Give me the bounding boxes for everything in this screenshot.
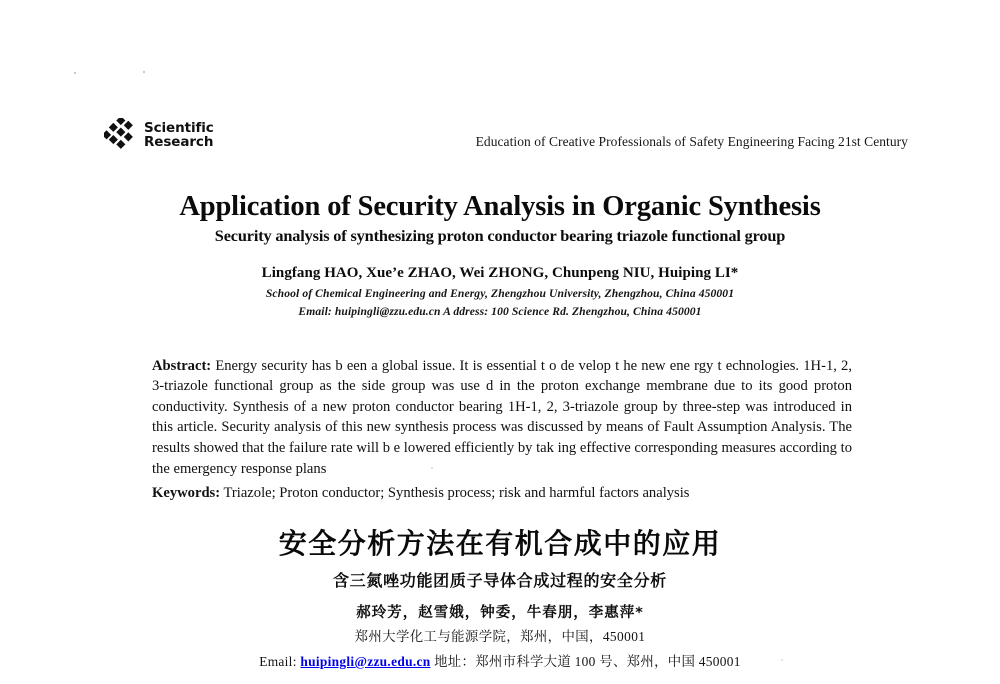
author-names: Lingfang HAO, Xue’e ZHAO, Wei ZHONG, Chunpeng NIU, Huiping LI* — [261, 265, 739, 281]
chinese-contact — [0, 651, 1000, 670]
running-head: Education of Creative Professionals of Safety Engineering Facing 21st Century — [475, 134, 908, 149]
publisher-name — [144, 121, 214, 150]
keywords-body: Triazole; Proton conductor; Synthesis process; risk and harmful factors analysis — [223, 484, 690, 501]
author-contact: Email: huipingli@zzu.edu.cn A ddress: 100 Science Rd. Zhengzhou, China 450001 — [298, 305, 702, 318]
keywords-paragraph — [152, 483, 852, 504]
publisher-name-line2: Research — [144, 134, 214, 150]
publisher-name-line1: Scientific — [144, 119, 214, 136]
email-link[interactable]: huipingli@zzu.edu.cn — [300, 654, 431, 669]
page-subtitle: Security analysis of synthesizing proton conductor bearing triazole functional group — [214, 226, 786, 246]
scan-speckle — [74, 72, 76, 74]
chinese-subtitle: 含三氮唑功能团质子导体合成过程的安全分析 — [332, 571, 667, 590]
abstract-paragraph — [152, 356, 852, 480]
abstract-body: Energy security has b een a global issue. It is essential t o de velop t he new ene rgy t echnologies. 1H-1, 2, 3-triazole functional group as the side group was use d in the proton exchange membrane due to its good proton conductivity. Synthesis of a new proton conductor bearing 1H-1, 2, 3-triazole group by three-step was introduced in this article. Security analysis of this new synthesis process was discussed by means of Fault Assumption Analysis. The results showed that the failure rate will b e lowered efficiently by tak ing effective corresponding measures according to the emergency response plans — [152, 357, 852, 477]
page-header — [0, 118, 1000, 166]
abstract-label: Abstract: — [152, 357, 212, 374]
chinese-affiliation: 郑州大学化工与能源学院，郑州，中国，450001 — [354, 629, 646, 644]
chinese-email-prefix: Email: — [259, 654, 301, 669]
page-title: Application of Security Analysis in Organic Synthesis — [179, 191, 821, 222]
chinese-title: 安全分析方法在有机合成中的应用 — [278, 527, 722, 560]
publisher-logo — [104, 118, 214, 152]
scientific-research-diamonds-icon — [104, 118, 138, 152]
chinese-title-block — [0, 522, 1000, 591]
keywords-label: Keywords: — [152, 484, 221, 501]
chinese-author-names: 郝玲芳，赵雪娥，钟委，牛春朋，李惠萍* — [356, 605, 644, 621]
title-block — [0, 191, 1000, 246]
scan-speckle — [143, 71, 145, 73]
chinese-authors-block — [0, 601, 1000, 670]
chinese-address: 地址：郑州市科学大道 100 号、郑州，中国 450001 — [430, 654, 741, 669]
author-affiliation: School of Chemical Engineering and Energy, Zhengzhou University, Zhengzhou, China 450001 — [265, 287, 735, 300]
authors-block — [0, 265, 1000, 318]
